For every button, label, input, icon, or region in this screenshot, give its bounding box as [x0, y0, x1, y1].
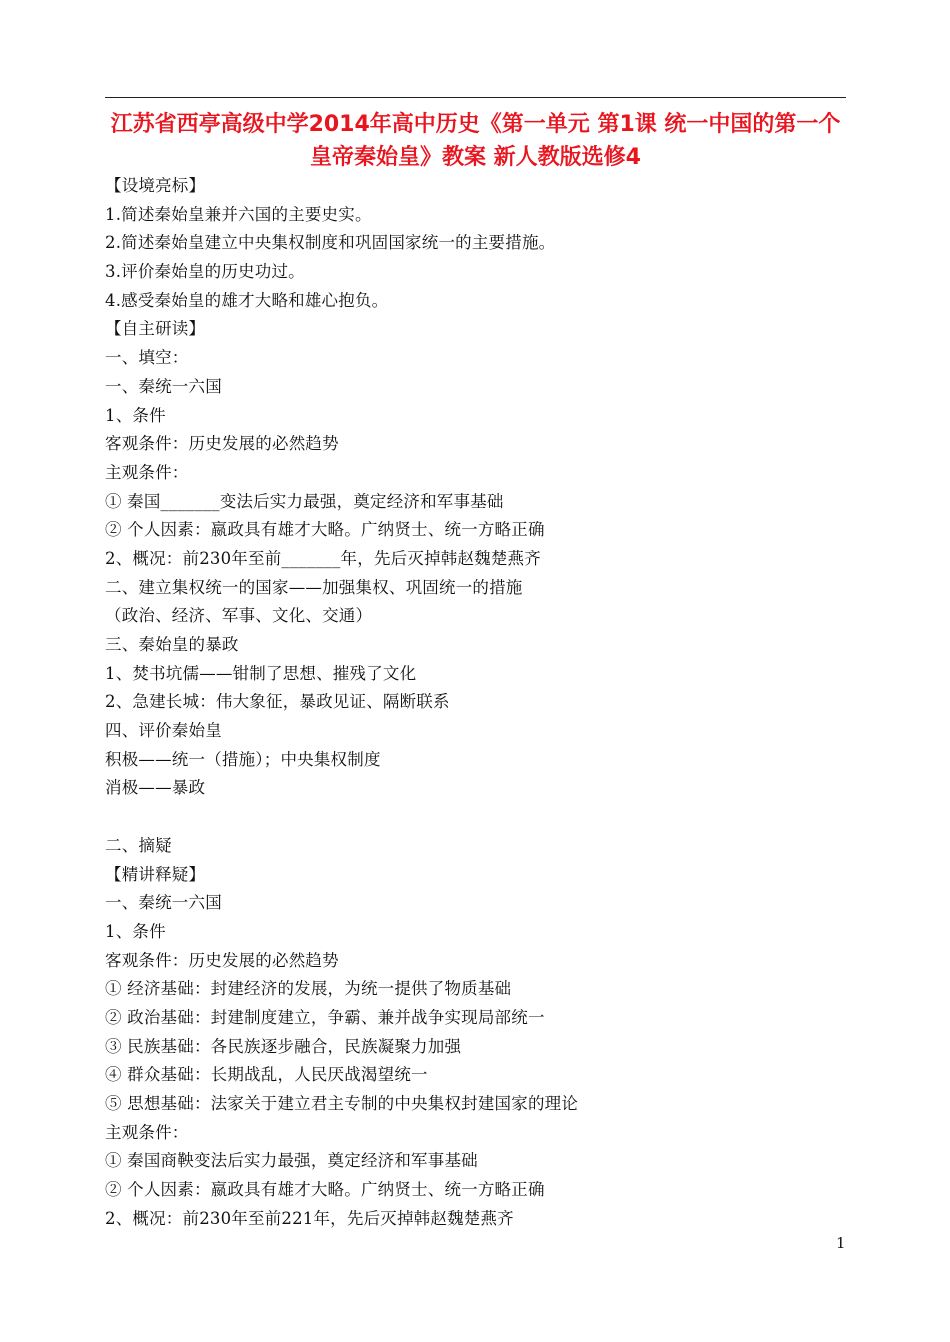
text-line: 2、急建长城：伟大象征，暴政见证、隔断联系 — [105, 692, 450, 712]
text-line: 一、秦统一六国 — [105, 893, 222, 913]
text-line: ① 秦国_______变法后实力最强，奠定经济和军事基础 — [105, 491, 504, 511]
text-line: 客观条件：历史发展的必然趋势 — [105, 950, 339, 970]
text-line: 4.感受秦始皇的雄才大略和雄心抱负。 — [105, 290, 389, 310]
text-line: ③ 民族基础：各民族逐步融合，民族凝聚力加强 — [105, 1036, 462, 1056]
document-title: 江苏省西亭高级中学2014年高中历史《第一单元 第1课 统一中国的第一个皇帝秦始皇》教案 新人教版选修4 — [110, 112, 841, 170]
text-line: 二、摘疑 — [105, 835, 172, 855]
text-line: 积极——统一（措施）；中央集权制度 — [105, 749, 381, 769]
text-line: 【精讲释疑】 — [105, 864, 206, 884]
text-line: 【设境亮标】 — [105, 176, 206, 195]
text-line: 四、评价秦始皇 — [105, 721, 222, 741]
text-line: 2、概况：前230年至前221年，先后灭掉韩赵魏楚燕齐 — [105, 1208, 514, 1228]
text-line: ② 个人因素：嬴政具有雄才大略。广纳贤士、统一方略正确 — [105, 520, 545, 540]
text-line: 主观条件： — [105, 462, 189, 482]
text-line: ① 经济基础：封建经济的发展，为统一提供了物质基础 — [105, 979, 512, 999]
text-line: 客观条件：历史发展的必然趋势 — [105, 434, 339, 454]
text-line: 一、秦统一六国 — [105, 376, 222, 396]
text-line: ④ 群众基础：长期战乱，人民厌战渴望统一 — [105, 1065, 428, 1085]
text-line: 二、建立集权统一的国家——加强集权、巩固统一的措施 — [105, 577, 523, 597]
document-body — [105, 172, 850, 1233]
text-line: 三、秦始皇的暴政 — [105, 635, 239, 654]
text-line: 2.简述秦始皇建立中央集权制度和巩固国家统一的主要措施。 — [105, 233, 556, 253]
text-line: （政治、经济、军事、文化、交通） — [105, 606, 373, 626]
text-line: 1、条件 — [105, 921, 166, 941]
page-number: 1 — [836, 1234, 846, 1252]
text-line: 1、焚书坑儒——钳制了思想、摧残了文化 — [105, 663, 417, 683]
text-line: ② 个人因素：嬴政具有雄才大略。广纳贤士、统一方略正确 — [105, 1180, 545, 1200]
text-line: 消极——暴政 — [105, 778, 206, 798]
text-line: 【自主研读】 — [105, 319, 206, 339]
text-line: ① 秦国商鞅变法后实力最强，奠定经济和军事基础 — [105, 1151, 478, 1171]
text-line: 1.简述秦始皇兼并六国的主要史实。 — [105, 204, 372, 224]
header-rule — [105, 97, 846, 98]
text-line: ⑤ 思想基础：法家关于建立君主专制的中央集权封建国家的理论 — [105, 1094, 579, 1113]
text-line: 3.评价秦始皇的历史功过。 — [105, 262, 305, 282]
text-line: ② 政治基础：封建制度建立，争霸、兼并战争实现局部统一 — [105, 1007, 545, 1027]
text-line: 2、概况：前230年至前_______年，先后灭掉韩赵魏楚燕齐 — [105, 548, 541, 568]
text-line: 一、填空： — [105, 348, 189, 368]
text-line: 1、条件 — [105, 405, 166, 425]
text-line — [105, 803, 850, 832]
text-line: 主观条件： — [105, 1122, 189, 1142]
